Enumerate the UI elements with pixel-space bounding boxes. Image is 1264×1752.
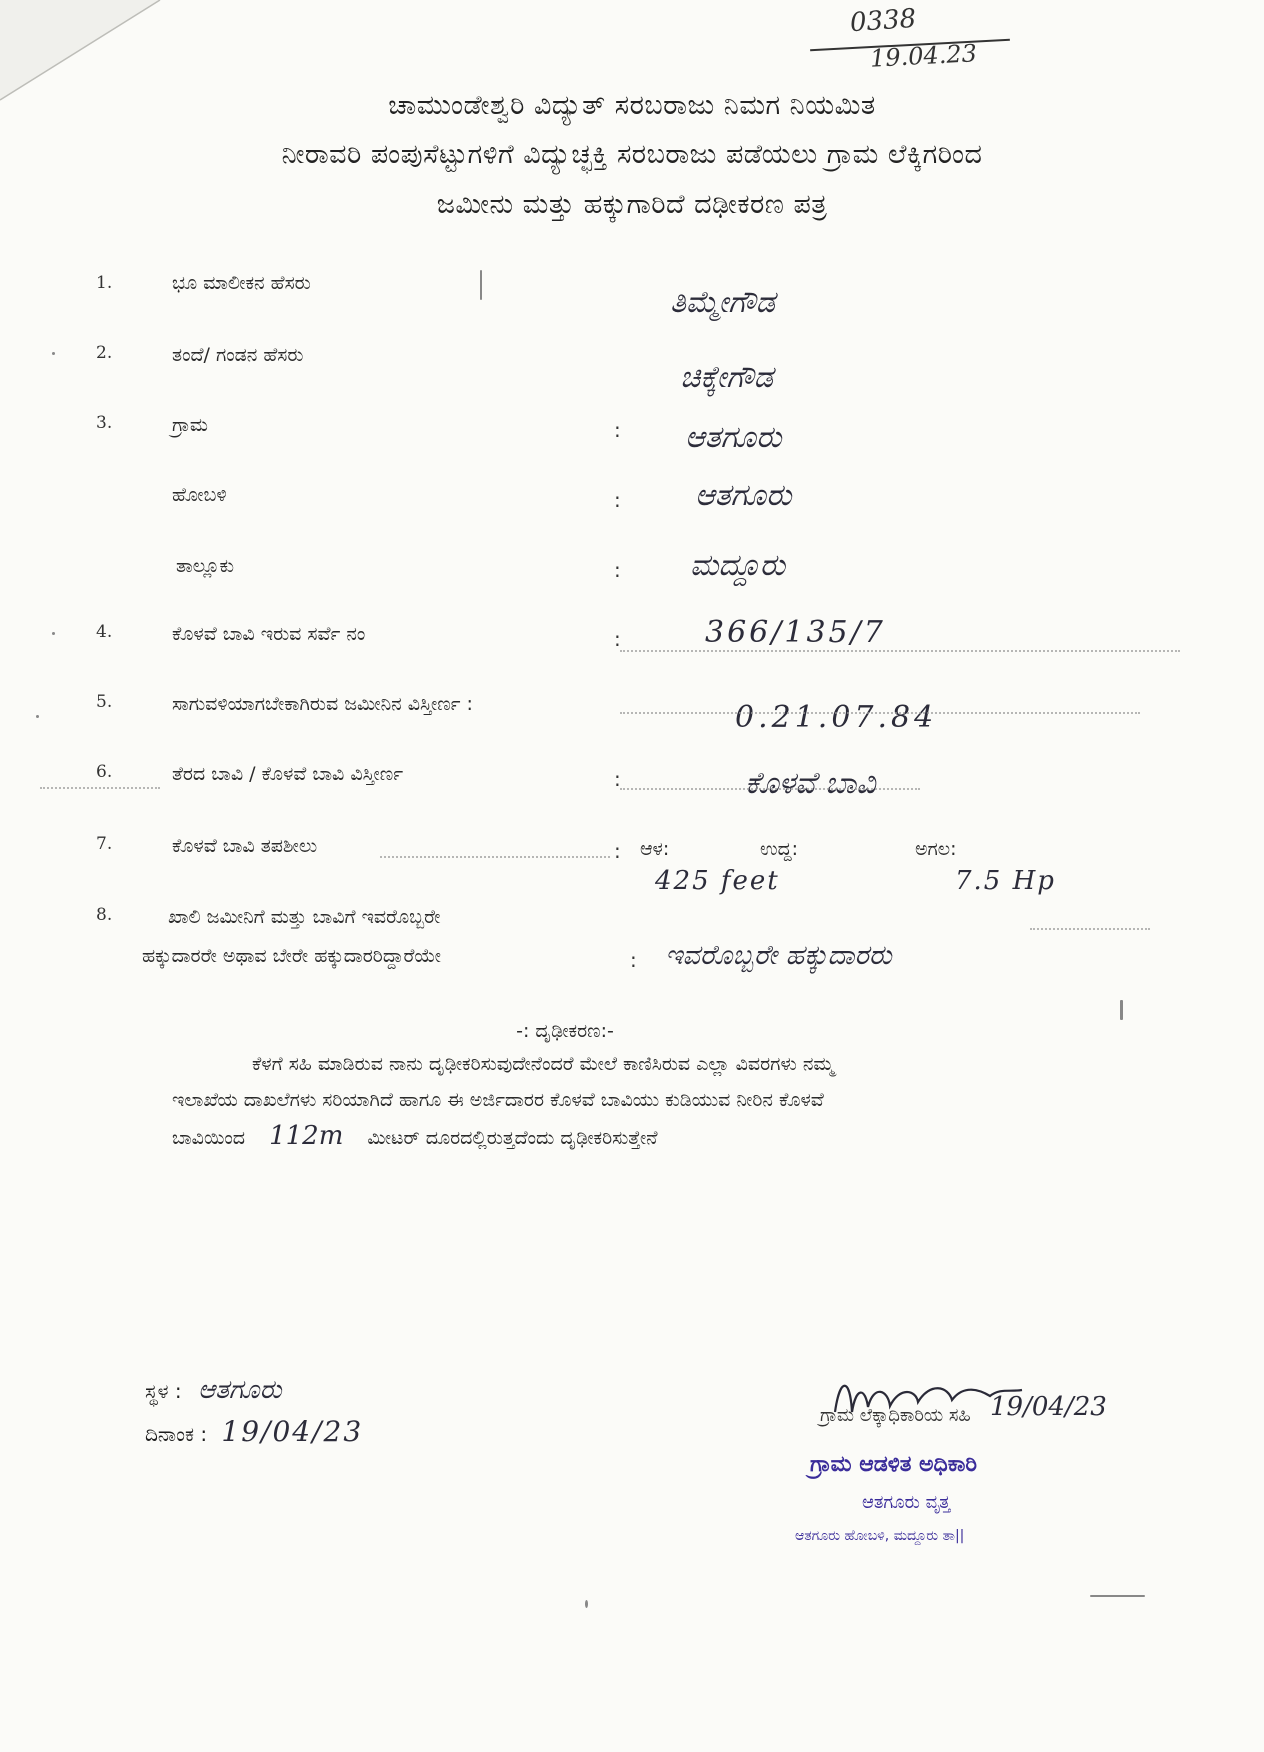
date-value-handwritten: 19/04/23 bbox=[221, 1415, 364, 1448]
width-label: ಅಗಲ: bbox=[915, 838, 957, 860]
field-colon: : bbox=[614, 627, 621, 651]
scan-dots bbox=[620, 712, 1140, 716]
inward-number-stamp bbox=[800, 3, 1030, 76]
field-value-handwritten: ಆತಗೂರು bbox=[685, 420, 782, 455]
date-label: ದಿನಾಂಕ : bbox=[145, 1422, 208, 1446]
field-colon: : bbox=[614, 488, 621, 512]
title-line-3: ಜಮೀನು ಮತ್ತು ಹಕ್ಕುಗಾರಿದೆ ದಢೀಕರಣ ಪತ್ರ bbox=[436, 189, 828, 220]
field-label: ಗ್ರಾಮ bbox=[172, 414, 208, 436]
place-row bbox=[145, 1375, 282, 1406]
declaration-heading: -: ದೃಢೀಕರಣ:- bbox=[516, 1020, 614, 1042]
scan-dots bbox=[1030, 928, 1150, 932]
distance-value-handwritten: 112m bbox=[269, 1121, 344, 1151]
scan-dots bbox=[40, 787, 160, 791]
scan-dots bbox=[620, 650, 1180, 654]
scan-speck bbox=[52, 632, 55, 635]
field-number: 3. bbox=[96, 413, 113, 433]
field-value-handwritten: ಇವರೊಬ್ಬರೇ ಹಕ್ಕುದಾರರು bbox=[665, 940, 892, 971]
seal-line-1: ಗ್ರಾಮ ಲೆಕ್ಕಾಧಿಕಾರಿಯ ಸಹಿ bbox=[820, 1405, 971, 1426]
field-label: ಕೊಳವೆ ಬಾವಿ ಇರುವ ಸರ್ವೆ ನಂ bbox=[172, 623, 366, 645]
place-value-handwritten: ಆತಗೂರು bbox=[197, 1375, 282, 1405]
seal-line-4: ಆತಗೂರು ಹೋಬಳಿ, ಮದ್ದೂರು ತಾ|| bbox=[795, 1528, 965, 1544]
place-label: ಸ್ಥಳ : bbox=[145, 1379, 182, 1403]
field-label: ಭೂ ಮಾಲೀಕನ ಹೆಸರು bbox=[172, 272, 311, 294]
signature-block bbox=[830, 1372, 1150, 1572]
declaration-line-2: ಇಲಾಖೆಯ ದಾಖಲೆಗಳು ಸರಿಯಾಗಿದೆ ಹಾಗೂ ಈ ಅರ್ಜಿದಾರರ ಕೊಳವೆ ಬಾವಿಯು ಕುಡಿಯುವ ನೀರಿನ ಕೊಳವೆ bbox=[172, 1089, 824, 1111]
field-label-line-1: ಖಾಲಿ ಜಮೀನಿಗೆ ಮತ್ತು ಬಾವಿಗೆ ಇವರೊಬ್ಬರೇ bbox=[168, 906, 441, 928]
signature-date-handwritten: 19/04/23 bbox=[990, 1392, 1107, 1422]
depth-value-handwritten: 425 feet bbox=[655, 866, 780, 896]
field-value-handwritten: ಚಿಕ್ಕೇಗೌಡ bbox=[680, 360, 773, 395]
field-number: 7. bbox=[96, 834, 113, 854]
field-label: ತೆರದ ಬಾವಿ / ಕೊಳವೆ ಬಾವಿ ವಿಸ್ತೀರ್ಣ bbox=[172, 763, 404, 785]
declaration-text: ಕೆಳಗೆ ಸಹಿ ಮಾಡಿರುವ ನಾನು ದೃಢೀಕರಿಸುವುದೇನೆಂದರೆ ಮೇಲೆ ಕಾಣಿಸಿರುವ ಎಲ್ಲಾ ವಿವರಗಳು ನಮ್ಮ bbox=[252, 1053, 835, 1075]
declaration-text: ಮೀಟರ್ ದೂರದಲ್ಲಿರುತ್ತದೆಂದು ದೃಢೀಕರಿಸುತ್ತೇನೆ bbox=[367, 1127, 658, 1149]
field-colon: : bbox=[614, 767, 621, 791]
field-value-handwritten: ತಿಮ್ಮೇಗೌಡ bbox=[670, 285, 775, 320]
field-colon: : bbox=[614, 839, 621, 863]
declaration-line-3 bbox=[172, 1118, 1162, 1156]
field-value-handwritten: 0.21.07.84 bbox=[735, 700, 938, 735]
field-label: ತಾಲ್ಲೂಕು bbox=[176, 555, 235, 577]
date-row bbox=[145, 1415, 363, 1448]
field-label-line-2: ಹಕ್ಕುದಾರರೇ ಅಥಾವ ಬೇರೇ ಹಕ್ಕುದಾರರಿದ್ದಾರೆಯೇ bbox=[142, 945, 441, 967]
length-label: ಉದ್ದ: bbox=[760, 838, 798, 860]
scan-speck bbox=[1090, 1595, 1145, 1597]
field-colon: : bbox=[614, 418, 621, 442]
field-value-handwritten: 366/135/7 bbox=[705, 615, 886, 650]
scan-speck bbox=[36, 715, 39, 718]
field-number: 4. bbox=[96, 622, 113, 642]
field-label: ತಂದೆ/ ಗಂಡನ ಹೆಸರು bbox=[172, 344, 304, 366]
field-number: 1. bbox=[96, 273, 113, 293]
field-number: 2. bbox=[96, 343, 113, 363]
ref-number: 0338 bbox=[849, 3, 918, 39]
field-colon: : bbox=[614, 558, 621, 582]
scan-speck bbox=[585, 1600, 588, 1608]
field-value-handwritten: ಆತಗೂರು bbox=[695, 478, 792, 513]
field-label: ಸಾಗುವಳಿಯಾಗಬೇಕಾಗಿರುವ ಜಮೀನಿನ ವಿಸ್ತೀರ್ಣ : bbox=[172, 693, 473, 715]
field-value-handwritten: ಕೊಳವೆ ಬಾವಿ bbox=[745, 766, 876, 801]
field-number: 8. bbox=[96, 905, 113, 925]
depth-label: ಆಳ: bbox=[640, 838, 670, 860]
hp-value-handwritten: 7.5 Hp bbox=[955, 866, 1056, 896]
scan-dots bbox=[620, 788, 920, 792]
declaration-line-1 bbox=[172, 1046, 1162, 1082]
field-label: ಕೊಳವೆ ಬಾವಿ ತಪಶೀಲು bbox=[172, 835, 318, 857]
field-number: 5. bbox=[96, 692, 113, 712]
field-number: 6. bbox=[96, 762, 113, 782]
seal-line-2: ಗ್ರಾಮ ಆಡಳಿತ ಅಧಿಕಾರಿ bbox=[810, 1452, 978, 1477]
title-line-1: ಚಾಮುಂಡೇಶ್ವರಿ ವಿದ್ಯುತ್ ಸರಬರಾಜು ನಿಮಗ ನಿಯಮಿತ bbox=[388, 90, 876, 121]
field-colon: : bbox=[630, 948, 637, 972]
scan-dots bbox=[380, 856, 610, 860]
title-line-2: ನೀರಾವರಿ ಪಂಪುಸೆಟ್ಟುಗಳಿಗೆ ವಿದ್ಯುಚ್ಛಕ್ತಿ ಸರಬರಾಜು ಪಡೆಯಲು ಗ್ರಾಮ ಲೆಕ್ಕಿಗರಿಂದ bbox=[281, 139, 983, 170]
scan-speck bbox=[1120, 1000, 1123, 1020]
scan-speck bbox=[52, 352, 55, 355]
field-label: ಹೋಬಳಿ bbox=[172, 484, 227, 506]
field-value-handwritten: ಮದ್ದೂರು bbox=[690, 548, 786, 583]
scan-speck bbox=[480, 270, 482, 300]
seal-line-3: ಆತಗೂರು ವೃತ್ತ bbox=[862, 1492, 951, 1513]
ref-date: 19.04.23 bbox=[869, 39, 978, 73]
declaration-text: ಬಾವಿಯಿಂದ bbox=[172, 1127, 246, 1149]
